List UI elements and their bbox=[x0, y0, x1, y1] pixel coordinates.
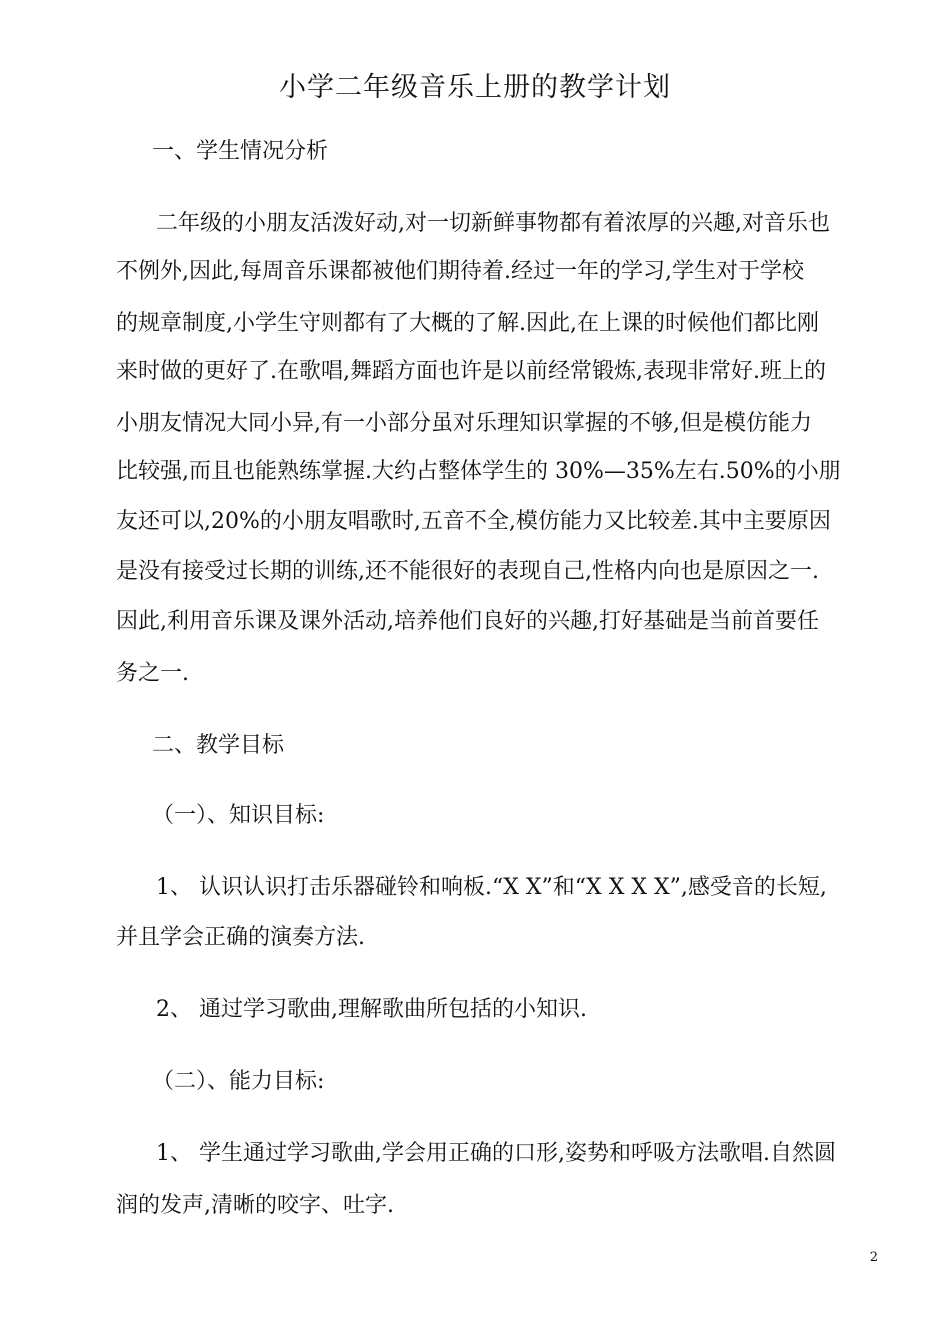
paragraph-line: 不例外,因此,每周音乐课都被他们期待着.经过一年的学习,学生对于学校 bbox=[116, 259, 804, 284]
paragraph-line: 来时做的更好了.在歌唱,舞蹈方面也许是以前经常锻炼,表现非常好.班上的 bbox=[116, 359, 826, 384]
paragraph-line: 比较强,而且也能熟练掌握.大约占整体学生的 30%—35%左右.50%的小朋 bbox=[116, 459, 841, 484]
list-item: 2、 通过学习歌曲,理解歌曲所包括的小知识. bbox=[156, 997, 587, 1022]
paragraph-line: 因此,利用音乐课及课外活动,培养他们良好的兴趣,打好基础是当前首要任 bbox=[116, 609, 819, 634]
paragraph-line: 二年级的小朋友活泼好动,对一切新鲜事物都有着浓厚的兴趣,对音乐也 bbox=[156, 211, 830, 236]
list-item-line: 润的发声,清晰的咬字、吐字. bbox=[116, 1193, 394, 1218]
paragraph-line: 友还可以,20%的小朋友唱歌时,五音不全,模仿能力又比较差.其中主要原因 bbox=[116, 509, 831, 534]
section-heading-student-analysis: 一、学生情况分析 bbox=[152, 139, 329, 164]
paragraph-line: 小朋友情况大同小异,有一小部分虽对乐理知识掌握的不够,但是模仿能力 bbox=[116, 411, 812, 436]
page-number: 2 bbox=[869, 1250, 878, 1265]
list-item-line: 1、 认识认识打击乐器碰铃和响板.“X X”和“X X X X”,感受音的长短, bbox=[156, 875, 827, 900]
list-item-line: 1、 学生通过学习歌曲,学会用正确的口形,姿势和呼吸方法歌唱.自然圆 bbox=[156, 1141, 836, 1166]
section-heading-teaching-goals: 二、教学目标 bbox=[152, 733, 285, 758]
paragraph-line: 务之一. bbox=[116, 661, 189, 686]
list-item-line: 并且学会正确的演奏方法. bbox=[116, 925, 365, 950]
page-title: 小学二年级音乐上册的教学计划 bbox=[279, 72, 671, 103]
paragraph-line: 是没有接受过长期的训练,还不能很好的表现自己,性格内向也是原因之一. bbox=[116, 559, 819, 584]
paragraph-line: 的规章制度,小学生守则都有了大概的了解.因此,在上课的时候他们都比刚 bbox=[116, 311, 819, 336]
subheading-knowledge-goals: （一）、知识目标: bbox=[152, 803, 325, 828]
subheading-ability-goals: （二）、能力目标: bbox=[152, 1069, 325, 1094]
